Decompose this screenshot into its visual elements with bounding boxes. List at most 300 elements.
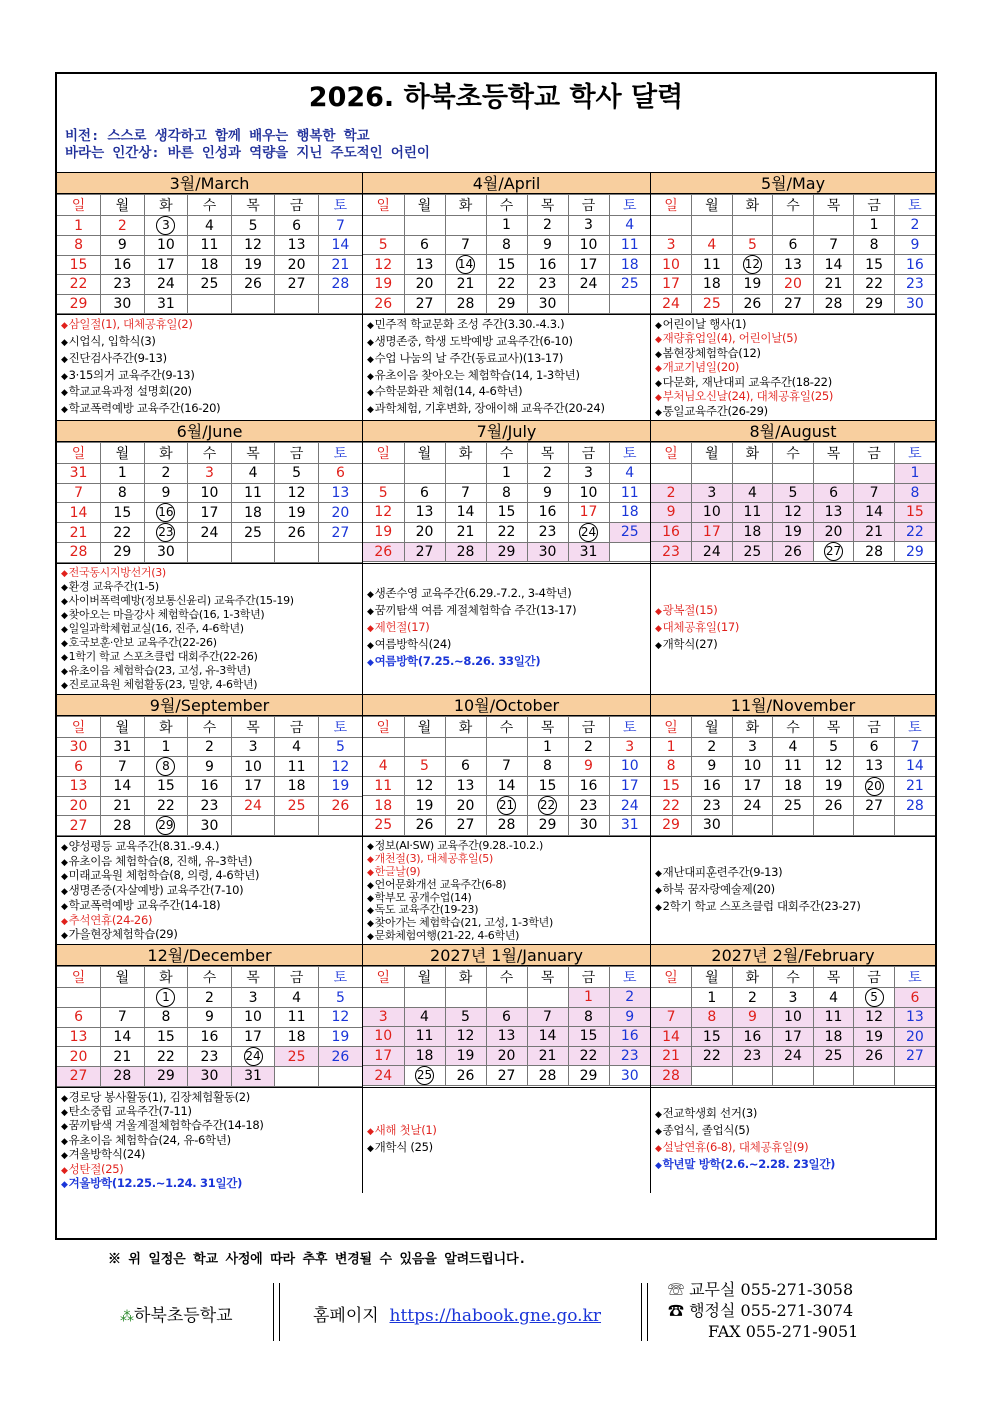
day-cell: 3: [773, 988, 814, 1008]
day-cell: 21: [894, 776, 935, 796]
calendar-grid: [57, 172, 935, 1193]
day-cell: 7: [101, 757, 145, 777]
calendar-row: [57, 944, 935, 1193]
day-cell: 20: [773, 275, 814, 295]
month-table: [57, 442, 362, 563]
day-cell: 2: [188, 988, 232, 1008]
day-cell: 15: [144, 777, 188, 797]
day-cell: 26: [275, 523, 319, 543]
day-cell: 6: [445, 757, 486, 777]
month-table: [363, 194, 650, 314]
week-row: [651, 988, 935, 1008]
day-cell: 21: [318, 255, 362, 275]
circled-day: 27: [824, 542, 843, 561]
day-cell: 18: [692, 275, 733, 295]
day-cell: 11: [363, 776, 404, 796]
event-list: [57, 1087, 363, 1193]
event-item: ◆ 재량휴업일(4), 어린이날(5): [655, 331, 933, 345]
weekday-label: 목: [813, 716, 854, 737]
week-row: [57, 236, 362, 256]
event-list: [363, 1087, 651, 1193]
day-cell: 14: [445, 503, 486, 523]
day-cell: [445, 255, 486, 275]
event-item: ◆ 개학식 (25): [367, 1140, 648, 1157]
day-cell: 1: [101, 464, 145, 484]
day-cell: 19: [318, 777, 362, 797]
day-cell: 26: [854, 1047, 895, 1067]
day-cell: 16: [692, 776, 733, 796]
event-list: [363, 314, 651, 420]
day-cell: [275, 816, 319, 836]
event-list: [651, 836, 935, 944]
day-cell: 22: [57, 275, 101, 295]
day-cell: 8: [568, 1007, 609, 1027]
event-item: ◆ 민주적 학교문화 조성 주간(3.30.-4.3.): [367, 317, 648, 334]
month-calendar: [363, 694, 651, 837]
event-item: ◆ 학년말 방학(2.6.~2.28. 23일간): [655, 1157, 933, 1174]
week-row: [363, 1066, 650, 1086]
week-row: [57, 988, 362, 1008]
day-cell: [318, 1067, 362, 1087]
event-item: ◆ 개학식(27): [655, 637, 933, 654]
day-cell: 3: [231, 988, 275, 1008]
day-cell: 6: [404, 483, 445, 503]
week-row: [57, 503, 362, 523]
fax-number: FAX 055-271-9051: [708, 1322, 859, 1341]
event-item: ◆ 광복절(15): [655, 603, 933, 620]
day-cell: 5: [363, 483, 404, 503]
day-cell: 19: [363, 275, 404, 295]
day-cell: 3: [568, 216, 609, 236]
day-cell: 22: [651, 796, 692, 816]
weekday-label: 일: [651, 443, 692, 464]
day-cell: 25: [275, 1047, 319, 1067]
day-cell: 10: [231, 757, 275, 777]
weekday-label: 목: [813, 967, 854, 988]
month-header: 10월/October: [363, 694, 650, 716]
day-cell: 5: [445, 1007, 486, 1027]
event-list: [57, 314, 363, 420]
weekday-label: 월: [692, 195, 733, 216]
weekday-label: 수: [188, 443, 232, 464]
day-cell: [144, 757, 188, 777]
day-cell: [445, 216, 486, 236]
day-cell: 30: [188, 1067, 232, 1087]
circled-day: 12: [743, 255, 762, 274]
day-cell: 1: [568, 988, 609, 1008]
event-item: ◆ 호국보훈·안보 교육주간(22-26): [61, 636, 360, 650]
day-cell: 5: [773, 483, 814, 503]
day-cell: 27: [318, 523, 362, 543]
day-cell: 14: [854, 503, 895, 523]
weekday-label: 월: [692, 967, 733, 988]
day-cell: 29: [527, 816, 568, 836]
homepage: 홈페이지 https://habook.gne.go.kr: [313, 1306, 602, 1326]
weekday-label: 금: [854, 195, 895, 216]
weekday-label: 일: [651, 195, 692, 216]
event-item: ◆ 독도 교육주간(19-23): [367, 903, 648, 916]
event-item: ◆ 부처님오신날(24), 대체공휴일(25): [655, 389, 933, 403]
weekday-label: 화: [144, 967, 188, 988]
day-cell: 9: [568, 757, 609, 777]
weekday-label: 화: [732, 967, 773, 988]
day-cell: 30: [188, 816, 232, 836]
day-cell: 18: [275, 1027, 319, 1047]
circled-day: 29: [156, 816, 175, 835]
day-cell: 27: [57, 1067, 101, 1087]
day-cell: 1: [527, 737, 568, 757]
day-cell: [101, 988, 145, 1008]
day-cell: 11: [773, 757, 814, 777]
day-cell: 23: [527, 275, 568, 295]
day-cell: [144, 503, 188, 523]
day-cell: [773, 816, 814, 836]
week-row: [363, 1046, 650, 1066]
day-cell: 16: [527, 255, 568, 275]
day-cell: 9: [609, 1007, 650, 1027]
day-cell: 18: [231, 503, 275, 523]
event-item: ◆ 과학체험, 기후변화, 장애이해 교육주간(20-24): [367, 401, 648, 418]
day-cell: 6: [275, 216, 319, 236]
footer-divider: [641, 1283, 648, 1341]
day-cell: 13: [404, 255, 445, 275]
day-cell: 29: [894, 542, 935, 562]
day-cell: 28: [894, 796, 935, 816]
day-cell: 30: [692, 816, 733, 836]
day-cell: 12: [404, 776, 445, 796]
week-row: [57, 816, 362, 836]
day-cell: 15: [486, 503, 527, 523]
day-cell: 31: [568, 542, 609, 562]
day-cell: 10: [651, 255, 692, 275]
day-cell: 25: [773, 796, 814, 816]
week-row: [57, 275, 362, 295]
day-cell: 7: [813, 235, 854, 255]
month-calendar: [57, 420, 363, 563]
day-cell: 24: [363, 1066, 404, 1086]
day-cell: [57, 988, 101, 1008]
event-item: ◆ 통일교육주간(26-29): [655, 404, 933, 418]
event-list: [651, 1087, 935, 1193]
day-cell: 16: [609, 1027, 650, 1047]
day-cell: [732, 464, 773, 484]
day-cell: 12: [813, 757, 854, 777]
footer: [0, 1275, 992, 1345]
month-header: 12월/December: [57, 944, 362, 966]
day-cell: 27: [445, 816, 486, 836]
day-cell: 16: [568, 776, 609, 796]
day-cell: 8: [527, 757, 568, 777]
school-name: ⁂하북초등학교: [120, 1306, 233, 1326]
day-cell: 17: [651, 275, 692, 295]
day-cell: 17: [609, 776, 650, 796]
day-cell: 6: [404, 235, 445, 255]
homepage-link[interactable]: https://habook.gne.go.kr: [389, 1306, 602, 1326]
day-cell: 31: [57, 464, 101, 484]
day-cell: 26: [363, 542, 404, 562]
day-cell: 7: [445, 483, 486, 503]
month-table: [57, 966, 362, 1087]
week-row: [651, 1027, 935, 1047]
month-table: [651, 442, 935, 562]
weekday-label: 목: [527, 195, 568, 216]
day-cell: [773, 1066, 814, 1086]
contact-info: [668, 1279, 858, 1342]
day-cell: 4: [692, 235, 733, 255]
weekday-label: 금: [568, 443, 609, 464]
week-row: [57, 737, 362, 757]
day-cell: 8: [486, 483, 527, 503]
day-cell: 29: [568, 1066, 609, 1086]
event-item: ◆ 환경 교육주간(1-5): [61, 580, 360, 594]
week-row: [57, 757, 362, 777]
day-cell: 5: [231, 216, 275, 236]
day-cell: [651, 988, 692, 1008]
day-cell: 1: [486, 216, 527, 236]
day-cell: 13: [275, 236, 319, 256]
day-cell: [404, 216, 445, 236]
day-cell: 21: [445, 522, 486, 542]
month-header: 3월/March: [57, 172, 362, 194]
day-cell: 4: [773, 737, 814, 757]
day-cell: 10: [609, 757, 650, 777]
event-item: ◆ 성탄절(25): [61, 1162, 360, 1176]
day-cell: [732, 816, 773, 836]
day-cell: 24: [773, 1047, 814, 1067]
week-row: [363, 776, 650, 796]
day-cell: 26: [445, 1066, 486, 1086]
day-cell: 20: [275, 255, 319, 275]
day-cell: 22: [101, 523, 145, 543]
day-cell: 19: [363, 522, 404, 542]
day-cell: 27: [894, 1047, 935, 1067]
weekday-label: 목: [231, 716, 275, 737]
week-row: [363, 235, 650, 255]
day-cell: 17: [568, 255, 609, 275]
event-item: ◆ 사이버폭력예방(정보통신윤리) 교육주간(15-19): [61, 594, 360, 608]
day-cell: 3: [692, 483, 733, 503]
weekday-label: 수: [188, 967, 232, 988]
weekday-label: 월: [692, 443, 733, 464]
day-cell: [231, 1047, 275, 1067]
day-cell: 30: [144, 543, 188, 563]
day-cell: 9: [732, 1008, 773, 1028]
weekday-label: 토: [318, 967, 362, 988]
day-cell: [318, 543, 362, 563]
day-cell: [813, 816, 854, 836]
event-item: ◆ 삼일절(1), 대체공휴일(2): [61, 317, 360, 334]
day-cell: 7: [318, 216, 362, 236]
week-row: [363, 542, 650, 562]
weekday-label: 토: [894, 443, 935, 464]
day-cell: 8: [651, 757, 692, 777]
day-cell: [275, 1067, 319, 1087]
day-cell: 18: [732, 522, 773, 542]
circled-day: 22: [538, 796, 557, 815]
event-item: ◆ 진단검사주간(9-13): [61, 351, 360, 368]
event-item: ◆ 3·15의거 교육주간(9-13): [61, 368, 360, 385]
day-cell: 25: [732, 542, 773, 562]
day-cell: 13: [773, 255, 814, 275]
week-row: [651, 1066, 935, 1086]
event-item: ◆ 정보(AI·SW) 교육주간(9.28.-10.2.): [367, 839, 648, 852]
week-row: [651, 776, 935, 796]
weekday-label: 토: [318, 443, 362, 464]
day-cell: 7: [445, 235, 486, 255]
week-row: [363, 294, 650, 314]
day-cell: 5: [275, 464, 319, 484]
day-cell: 24: [231, 796, 275, 816]
day-cell: [404, 464, 445, 484]
event-item: ◆ 학교교육과정 설명회(20): [61, 384, 360, 401]
day-cell: 4: [275, 737, 319, 757]
day-cell: 26: [732, 294, 773, 314]
day-cell: 31: [609, 816, 650, 836]
day-cell: 9: [188, 1008, 232, 1028]
month-calendar: [651, 420, 935, 563]
day-cell: 13: [486, 1027, 527, 1047]
weekday-label: 금: [854, 716, 895, 737]
event-item: ◆ 2학기 학교 스포츠클럽 대회주간(23-27): [655, 899, 933, 916]
event-list: [57, 836, 363, 944]
week-row: [57, 483, 362, 503]
weekday-label: 금: [854, 443, 895, 464]
day-cell: [813, 216, 854, 236]
day-cell: 13: [318, 483, 362, 503]
day-cell: 1: [486, 464, 527, 484]
day-cell: [894, 1066, 935, 1086]
month-header: 2027년 1월/January: [363, 944, 650, 966]
day-cell: 8: [144, 1008, 188, 1028]
day-cell: 4: [732, 483, 773, 503]
day-cell: 15: [854, 255, 895, 275]
day-cell: 11: [275, 757, 319, 777]
week-row: [57, 543, 362, 563]
weekday-label: 화: [144, 443, 188, 464]
circled-day: 25: [415, 1066, 434, 1085]
day-cell: 22: [692, 1047, 733, 1067]
day-cell: 14: [894, 757, 935, 777]
week-row: [651, 235, 935, 255]
weekday-label: 토: [318, 195, 362, 216]
day-cell: 19: [404, 796, 445, 816]
day-cell: [651, 464, 692, 484]
weekday-label: 월: [404, 967, 445, 988]
day-cell: 28: [813, 294, 854, 314]
weekday-label: 금: [275, 716, 319, 737]
week-row: [363, 275, 650, 295]
day-cell: [404, 1066, 445, 1086]
day-cell: 22: [144, 1047, 188, 1067]
day-cell: 24: [692, 542, 733, 562]
day-cell: 23: [101, 275, 145, 295]
day-cell: 17: [773, 1027, 814, 1047]
weekday-label: 토: [318, 716, 362, 737]
event-item: ◆ 시업식, 입학식(3): [61, 334, 360, 351]
event-item: ◆ 제헌절(17): [367, 620, 648, 637]
day-cell: [231, 294, 275, 314]
week-row: [363, 988, 650, 1008]
month-table: [651, 194, 935, 314]
day-cell: 14: [101, 777, 145, 797]
day-cell: 31: [231, 1067, 275, 1087]
day-cell: 11: [692, 255, 733, 275]
day-cell: 19: [275, 503, 319, 523]
day-cell: 8: [692, 1008, 733, 1028]
weekday-label: 일: [57, 195, 101, 216]
weekday-label: 수: [773, 443, 814, 464]
day-cell: 10: [231, 1008, 275, 1028]
day-cell: 26: [318, 1047, 362, 1067]
day-cell: 26: [318, 796, 362, 816]
day-cell: 6: [318, 464, 362, 484]
day-cell: [363, 464, 404, 484]
event-list: [651, 314, 935, 420]
weekday-label: 수: [188, 716, 232, 737]
weekday-label: 목: [231, 443, 275, 464]
phone-academic: ☏ 교무실 055-271-3058: [668, 1280, 854, 1299]
day-cell: 30: [894, 294, 935, 314]
event-item: ◆ 수업 나눔의 날 주간(동료교사)(13-17): [367, 351, 648, 368]
day-cell: 17: [363, 1046, 404, 1066]
day-cell: 20: [813, 522, 854, 542]
event-item: ◆ 문화체험여행(21-22, 4-6학년): [367, 929, 648, 942]
day-cell: 19: [854, 1027, 895, 1047]
day-cell: 3: [651, 235, 692, 255]
day-cell: [188, 294, 232, 314]
month-calendar: [651, 944, 935, 1087]
weekday-label: 일: [57, 716, 101, 737]
day-cell: 11: [188, 236, 232, 256]
event-item: ◆ 전국동시지방선거(3): [61, 566, 360, 580]
day-cell: 13: [894, 1008, 935, 1028]
circled-day: 24: [244, 1047, 263, 1066]
day-cell: 30: [527, 542, 568, 562]
day-cell: 18: [609, 255, 650, 275]
day-cell: 9: [527, 483, 568, 503]
day-cell: 5: [318, 737, 362, 757]
day-cell: 2: [101, 216, 145, 236]
day-cell: 17: [231, 1027, 275, 1047]
day-cell: 23: [732, 1047, 773, 1067]
day-cell: 18: [275, 777, 319, 797]
day-cell: 16: [527, 503, 568, 523]
day-cell: 15: [101, 503, 145, 523]
day-cell: 23: [568, 796, 609, 816]
week-row: [57, 523, 362, 543]
weekday-label: 수: [188, 195, 232, 216]
week-row: [363, 816, 650, 836]
day-cell: 15: [651, 776, 692, 796]
day-cell: 22: [854, 275, 895, 295]
notice-text: ※ 위 일정은 학교 사정에 따라 추후 변경될 수 있음을 알려드립니다.: [108, 1252, 527, 1267]
day-cell: 7: [854, 483, 895, 503]
day-cell: 1: [144, 737, 188, 757]
month-header: 6월/June: [57, 420, 362, 442]
day-cell: 24: [732, 796, 773, 816]
day-cell: [363, 216, 404, 236]
day-cell: 8: [894, 483, 935, 503]
weekday-label: 토: [609, 443, 650, 464]
weekday-label: 일: [651, 967, 692, 988]
week-row: [651, 757, 935, 777]
day-cell: 18: [404, 1046, 445, 1066]
weekday-label: 월: [101, 716, 145, 737]
month-table: [651, 716, 935, 836]
circled-day: 14: [456, 255, 475, 274]
day-cell: 19: [445, 1046, 486, 1066]
day-cell: [732, 1066, 773, 1086]
